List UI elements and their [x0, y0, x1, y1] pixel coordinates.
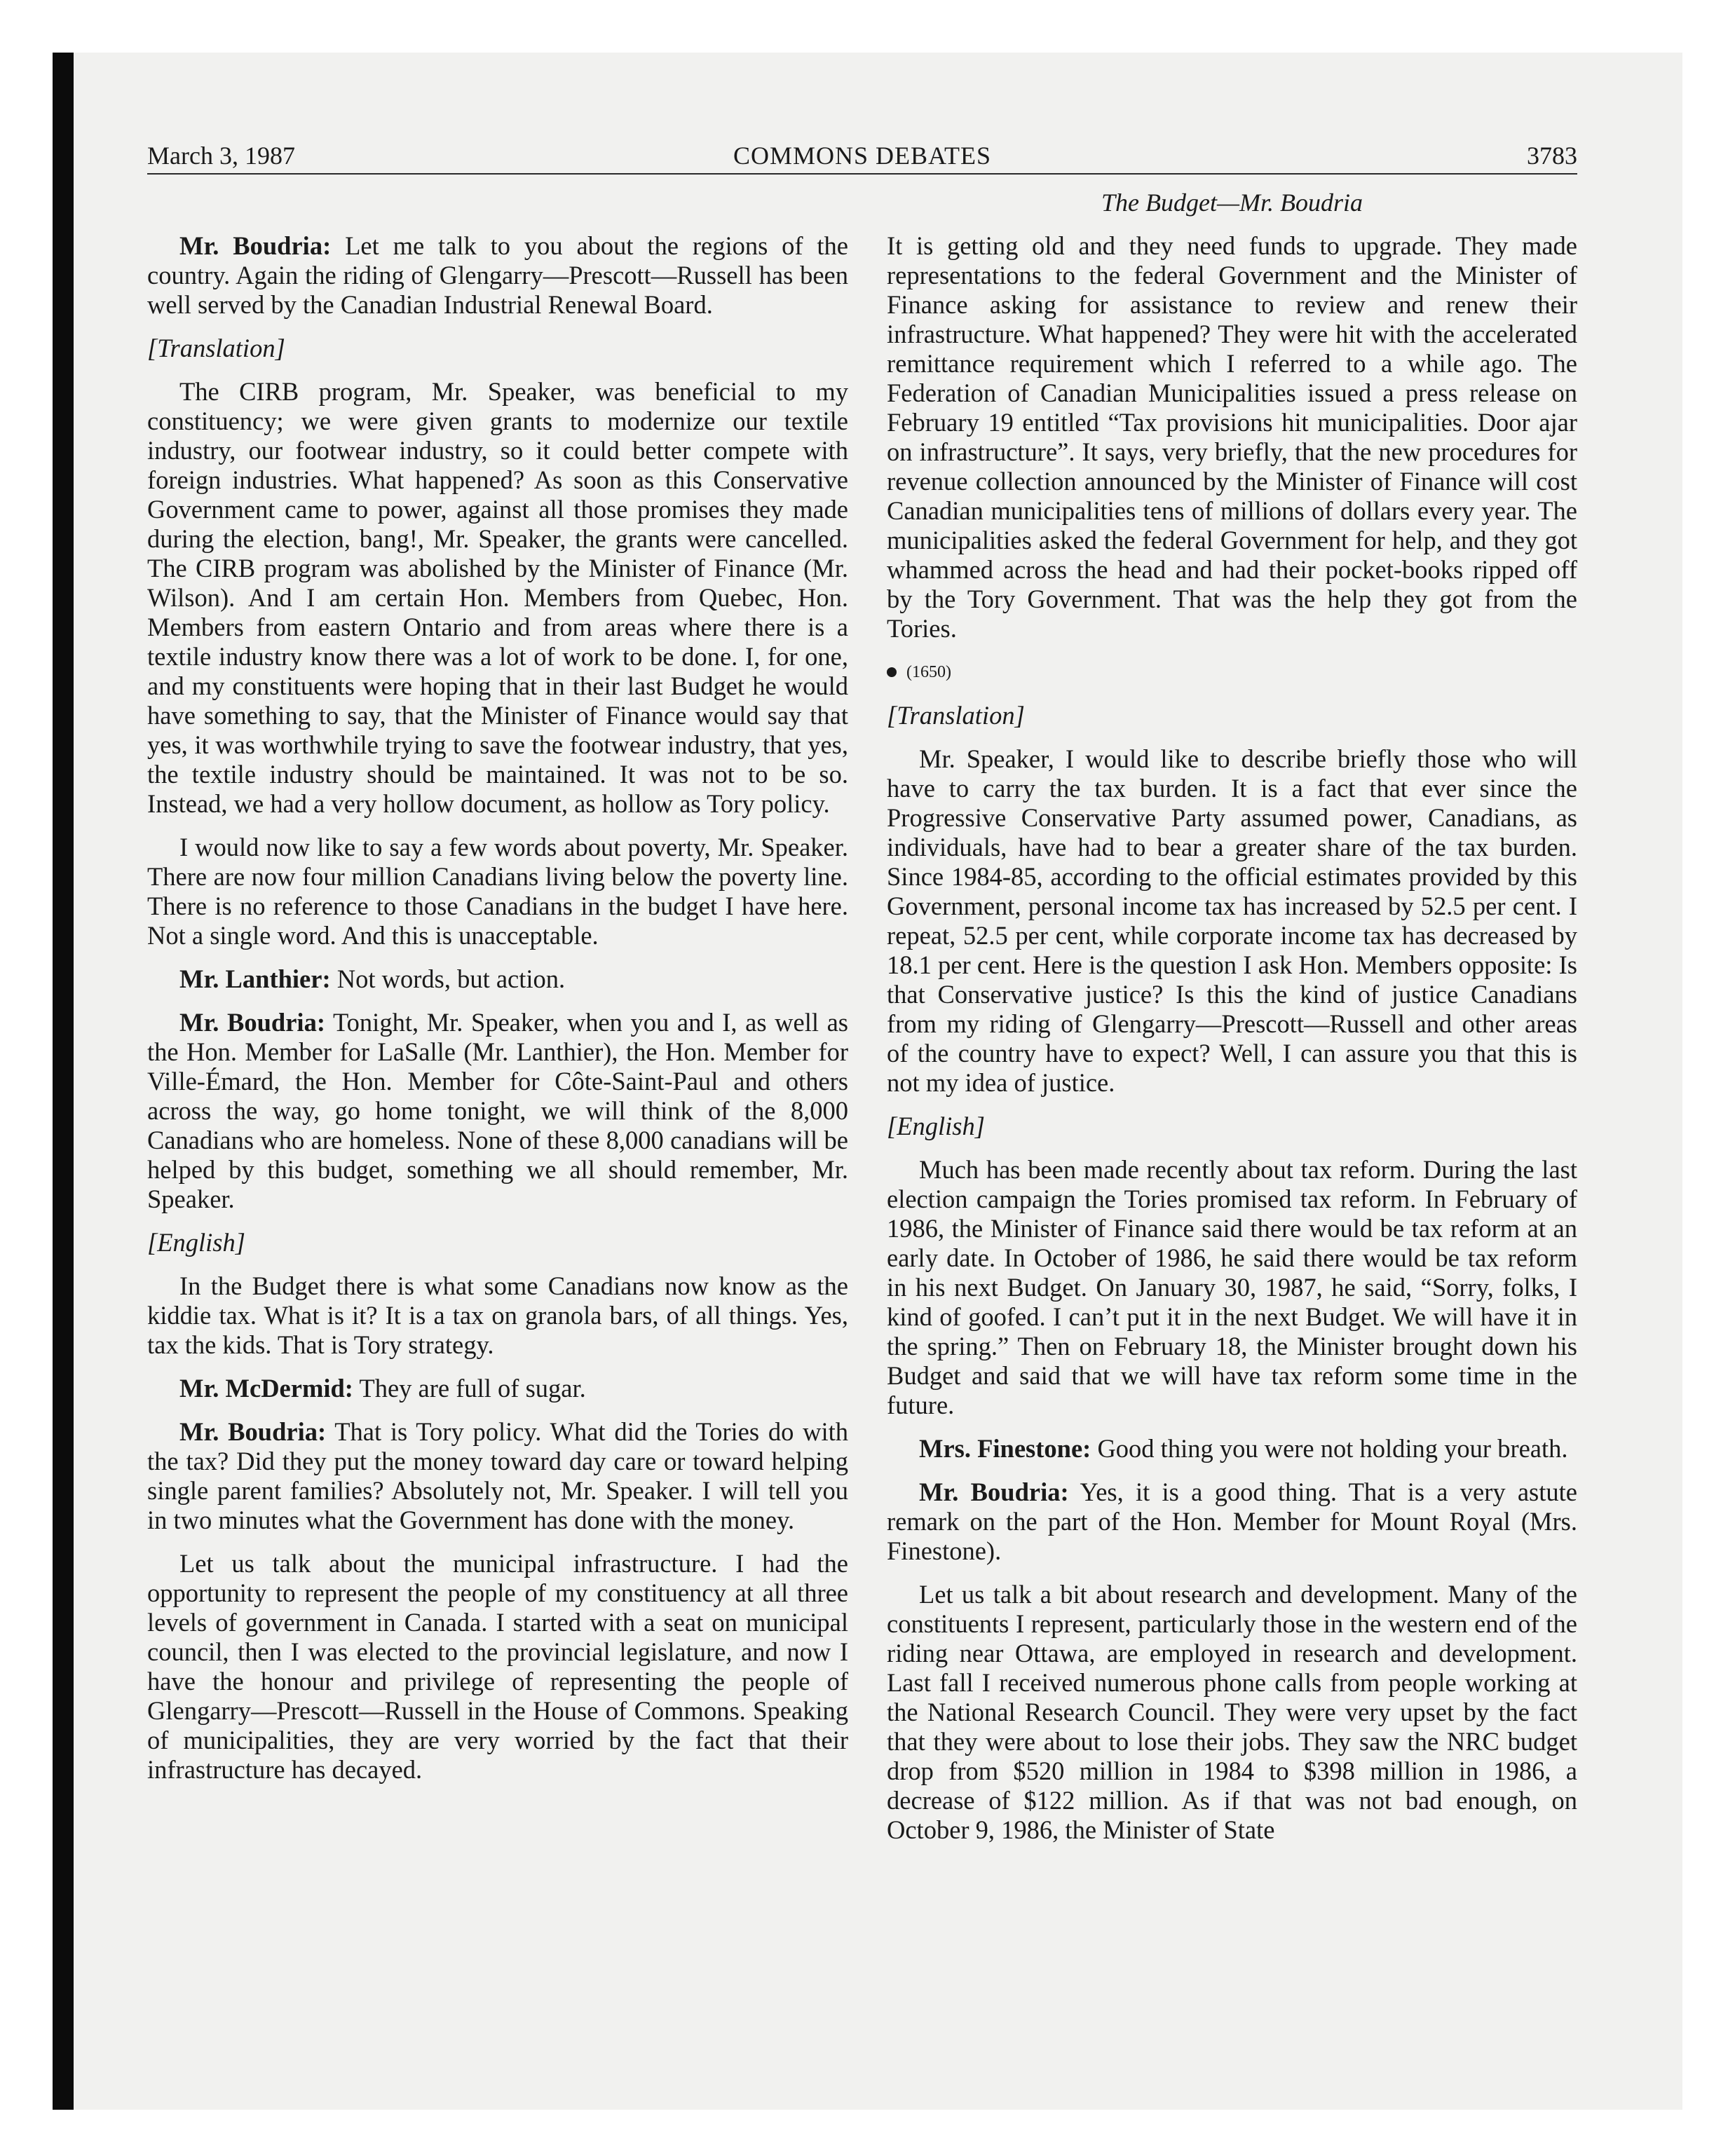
paragraph: [147, 1374, 848, 1403]
paragraph: It is getting old and they need funds to upgrade. They made representations to the federal Government and the Minister of Finance asking for assistance to review and renew their infrastructure. What happened? They were hit with the accelerated remittance requirement which I referred to a while ago. The Federation of Canadian Municipalities issued a press release on February 19 entitled “Tax provisions hit municipalities. Door ajar on infrastructure”. It says, very briefly, that the new procedures for revenue collection announced by the Minister of Finance will cost Canadian municipalities tens of millions of dollars every year. The municipalities asked the federal Government for help, and they got whammed across the head and had their pocket-books ripped off by the Tory Government. That was the help they got from the Tories.: [887, 231, 1577, 643]
header-title: COMMONS DEBATES: [733, 142, 992, 170]
paragraph: Let us talk a bit about research and development. Many of the constituents I represent, particularly those in the western end of the riding near Ottawa, are employed in research and development. Last fall I received numerous phone calls from people working at the National Research Council. They were very upset by the fact that they were about to lose their jobs. They saw the NRC budget drop from $520 million in 1984 to $398 million in 1986, a decrease of $122 million. As if that was not bad enough, on October 9, 1986, the Minister of State: [887, 1580, 1577, 1844]
right-column: [887, 231, 1577, 1859]
language-marker: [English]: [147, 1228, 245, 1257]
binding-edge: [53, 53, 74, 2110]
running-head: The Budget—Mr. Boudria: [1101, 189, 1363, 217]
speech-text: Good thing you were not holding your breath.: [1091, 1434, 1568, 1463]
speaker-name: Mr. Boudria:: [179, 1417, 327, 1446]
speech-text: Yes, it is a good thing. That is a very astute remark on the part of the Hon. Member for Mount Royal (Mrs. Finestone).: [887, 1478, 1577, 1565]
speaker-name: Mr. Boudria:: [919, 1478, 1069, 1506]
bullet-icon: [887, 667, 897, 677]
page-number: 3783: [1527, 142, 1577, 170]
paragraph: [147, 1417, 848, 1535]
paragraph: [147, 231, 848, 320]
language-marker: [English]: [887, 1112, 985, 1140]
speaker-name: Mr. Boudria:: [179, 231, 332, 260]
speech-text: Tonight, Mr. Speaker, when you and I, as well as the Hon. Member for LaSalle (Mr. Lanthier), the Hon. Member for Ville-Émard, the Hon. Member for Côte-Saint-Paul and others across the way, go home tonight, we will think of the 8,000 Canadians who are homeless. None of these 8,000 canadians will be helped by this budget, something we all should remember, Mr. Speaker.: [147, 1008, 848, 1213]
speech-text: They are full of sugar.: [353, 1374, 586, 1403]
language-marker: [Translation]: [147, 334, 285, 362]
speaker-name: Mr. McDermid:: [179, 1374, 353, 1403]
paragraph: [887, 1434, 1577, 1464]
paragraph: Much has been made recently about tax reform. During the last election campaign the Tories promised tax reform. In February of 1986, the Minister of Finance said there would be tax reform at an early date. In October of 1986, he said there would be tax reform in his next Budget. On January 30, 1987, he said, “Sorry, folks, I kind of goofed. I can’t put it in the next Budget. We will have it in the spring.” Then on February 18, the Minister brought down his Budget and said that we will have tax reform some time in the future.: [887, 1155, 1577, 1419]
speaker-name: Mrs. Finestone:: [919, 1434, 1091, 1463]
time-stamp: (1650): [906, 663, 951, 681]
speech-text: Let me talk to you about the regions of the country. Again the riding of Glengarry—Prescott—Russell has been well served by the Canadian Industrial Renewal Board.: [147, 231, 849, 319]
paragraph: Let us talk about the municipal infrastructure. I had the opportunity to represent the people of my constituency at all three levels of government in Canada. I started with a seat on municipal council, then I was elected to the provincial legislature, and now I have the honour and privilege of representing the people of Glengarry—Prescott—Russell in the House of Commons. Speaking of municipalities, they are very worried by the fact that their infrastructure has decayed.: [147, 1549, 848, 1784]
paragraph: The CIRB program, Mr. Speaker, was beneficial to my constituency; we were given grants to modernize our textile industry, our footwear industry, so it could better compete with foreign industries. What happened? As soon as this Conservative Government came to power, against all those promises they made during the election, bang!, Mr. Speaker, the grants were cancelled. The CIRB program was abolished by the Minister of Finance (Mr. Wilson). And I am certain Hon. Members from Quebec, Hon. Members from eastern Ontario and from areas where there is a textile industry know there was a lot of work to be done. I, for one, and my constituents were hoping that in their last Budget he would have something to say, that the Minister of Finance would say that yes, it was worthwhile trying to save the footwear industry, that yes, the textile industry should be maintained. It was not to be so. Instead, we had a very hollow document, as hollow as Tory policy.: [147, 377, 848, 818]
left-column: [147, 231, 848, 1799]
speaker-name: Mr. Lanthier:: [179, 964, 331, 993]
header-date: March 3, 1987: [147, 142, 295, 170]
paragraph: Mr. Speaker, I would like to describe briefly those who will have to carry the tax burden. It is a fact that ever since the Progressive Conservative Party assumed power, Canadians, as individuals, have had to bear a greater share of the tax burden. Since 1984-85, according to the official estimates provided by this Government, personal income tax has increased by 52.5 per cent. I repeat, 52.5 per cent, while corporate income tax has decreased by 18.1 per cent. Here is the question I ask Hon. Members opposite: Is that Conservative justice? Is this the kind of justice Canadians from my riding of Glengarry—Prescott—Russell and other areas of the country have to expect? Well, I can assure you that this is not my idea of justice.: [887, 744, 1577, 1097]
speech-text: That is Tory policy. What did the Tories do with the tax? Did they put the money toward day care or toward helping single parent families? Absolutely not, Mr. Speaker. I will tell you in two minutes what the Government has done with the money.: [147, 1417, 848, 1534]
speaker-name: Mr. Boudria:: [179, 1008, 325, 1037]
paragraph: [147, 1008, 848, 1214]
language-marker: [Translation]: [887, 701, 1025, 730]
paragraph: [147, 964, 848, 994]
paragraph: I would now like to say a few words about poverty, Mr. Speaker. There are now four million Canadians living below the poverty line. There is no reference to those Canadians in the budget I have here. Not a single word. And this is unacceptable.: [147, 833, 848, 950]
time-marker: [887, 657, 1577, 687]
paragraph: In the Budget there is what some Canadians now know as the kiddie tax. What is it? It is a tax on granola bars, of all things. Yes, tax the kids. That is Tory strategy.: [147, 1271, 848, 1359]
paragraph: [887, 1478, 1577, 1566]
page-header: [147, 138, 1577, 175]
speech-text: Not words, but action.: [330, 964, 566, 993]
